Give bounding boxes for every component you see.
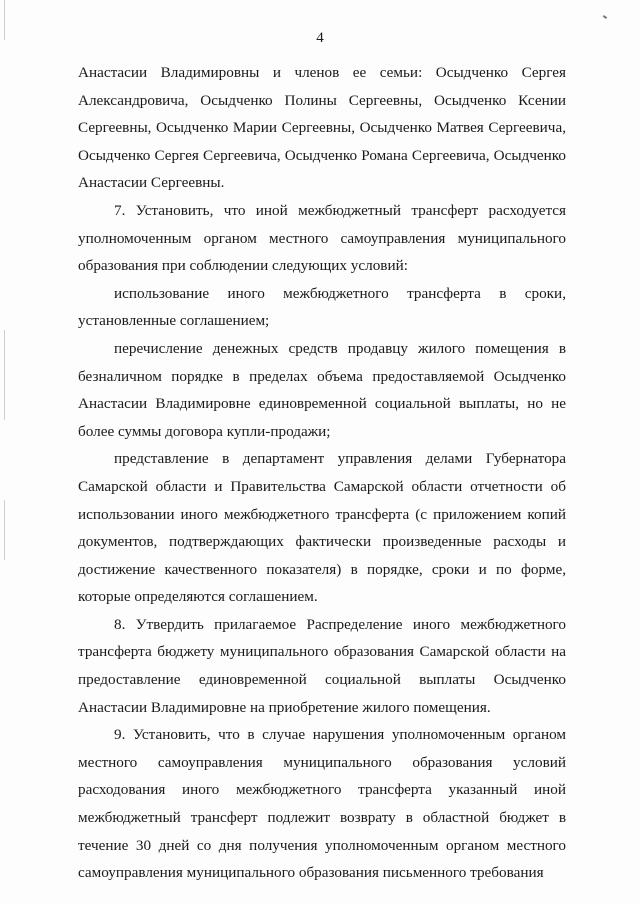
paragraph-condition-2: перечисление денежных средств продавцу жилого помещения в безналичном порядке в пределах объема предоставляемой Осыдченко Анастасии Владимировне единовременной социальной выплаты, но не более суммы договора купли-продажи; bbox=[78, 339, 566, 440]
paragraph-continuation: Анастасии Владимировны и членов ее семьи: Осыдченко Сергея Александровича, Осыдченко Полины Сергеевны, Осыдченко Ксении Сергеевны, Осыдченко Марии Сергеевны, Осыдченко Матвея Сергеевича, Осыдченко Сергея Сергеевича, Осыдченко Романа Сергеевича, Осыдченко Анастасии Сергеевны. bbox=[78, 64, 566, 192]
paragraph-condition-1: использование иного межбюджетного трансферта в сроки, установленные соглашением; bbox=[78, 284, 566, 330]
scan-edge-mark bbox=[4, 500, 5, 560]
page-number: 4 bbox=[316, 30, 324, 46]
document-body bbox=[78, 59, 566, 887]
scan-artifact bbox=[603, 15, 607, 19]
scan-edge-mark bbox=[4, 330, 5, 420]
paragraph-condition-3: представление в департамент управления делами Губернатора Самарской области и Правительства Самарской области отчетности об использовании иного межбюджетного трансферта (с приложением копий документов, подтверждающих фактически произведенные расходы и достижение качественного показателя) в порядке, сроки и по форме, которые определяются соглашением. bbox=[78, 450, 566, 606]
paragraph-item-9: 9. Установить, что в случае нарушения уполномоченным органом местного самоуправления муниципального образования условий расходования иного межбюджетного трансферта указанный иной межбюджетный трансферт подлежит возврату в областной бюджет в течение 30 дней со дня получения уполномоченным органом местного самоуправления муниципального образования письменного требования bbox=[78, 726, 566, 882]
paragraph-item-7: 7. Установить, что иной межбюджетный трансферт расходуется уполномоченным органом местного самоуправления муниципального образования при соблюдении следующих условий: bbox=[78, 201, 566, 275]
paragraph-item-8: 8. Утвердить прилагаемое Распределение иного межбюджетного трансферта бюджету муниципального образования Самарской области на предоставление единовременной социальной выплаты Осыдченко Анастасии Владимировне на приобретение жилого помещения. bbox=[78, 615, 566, 716]
